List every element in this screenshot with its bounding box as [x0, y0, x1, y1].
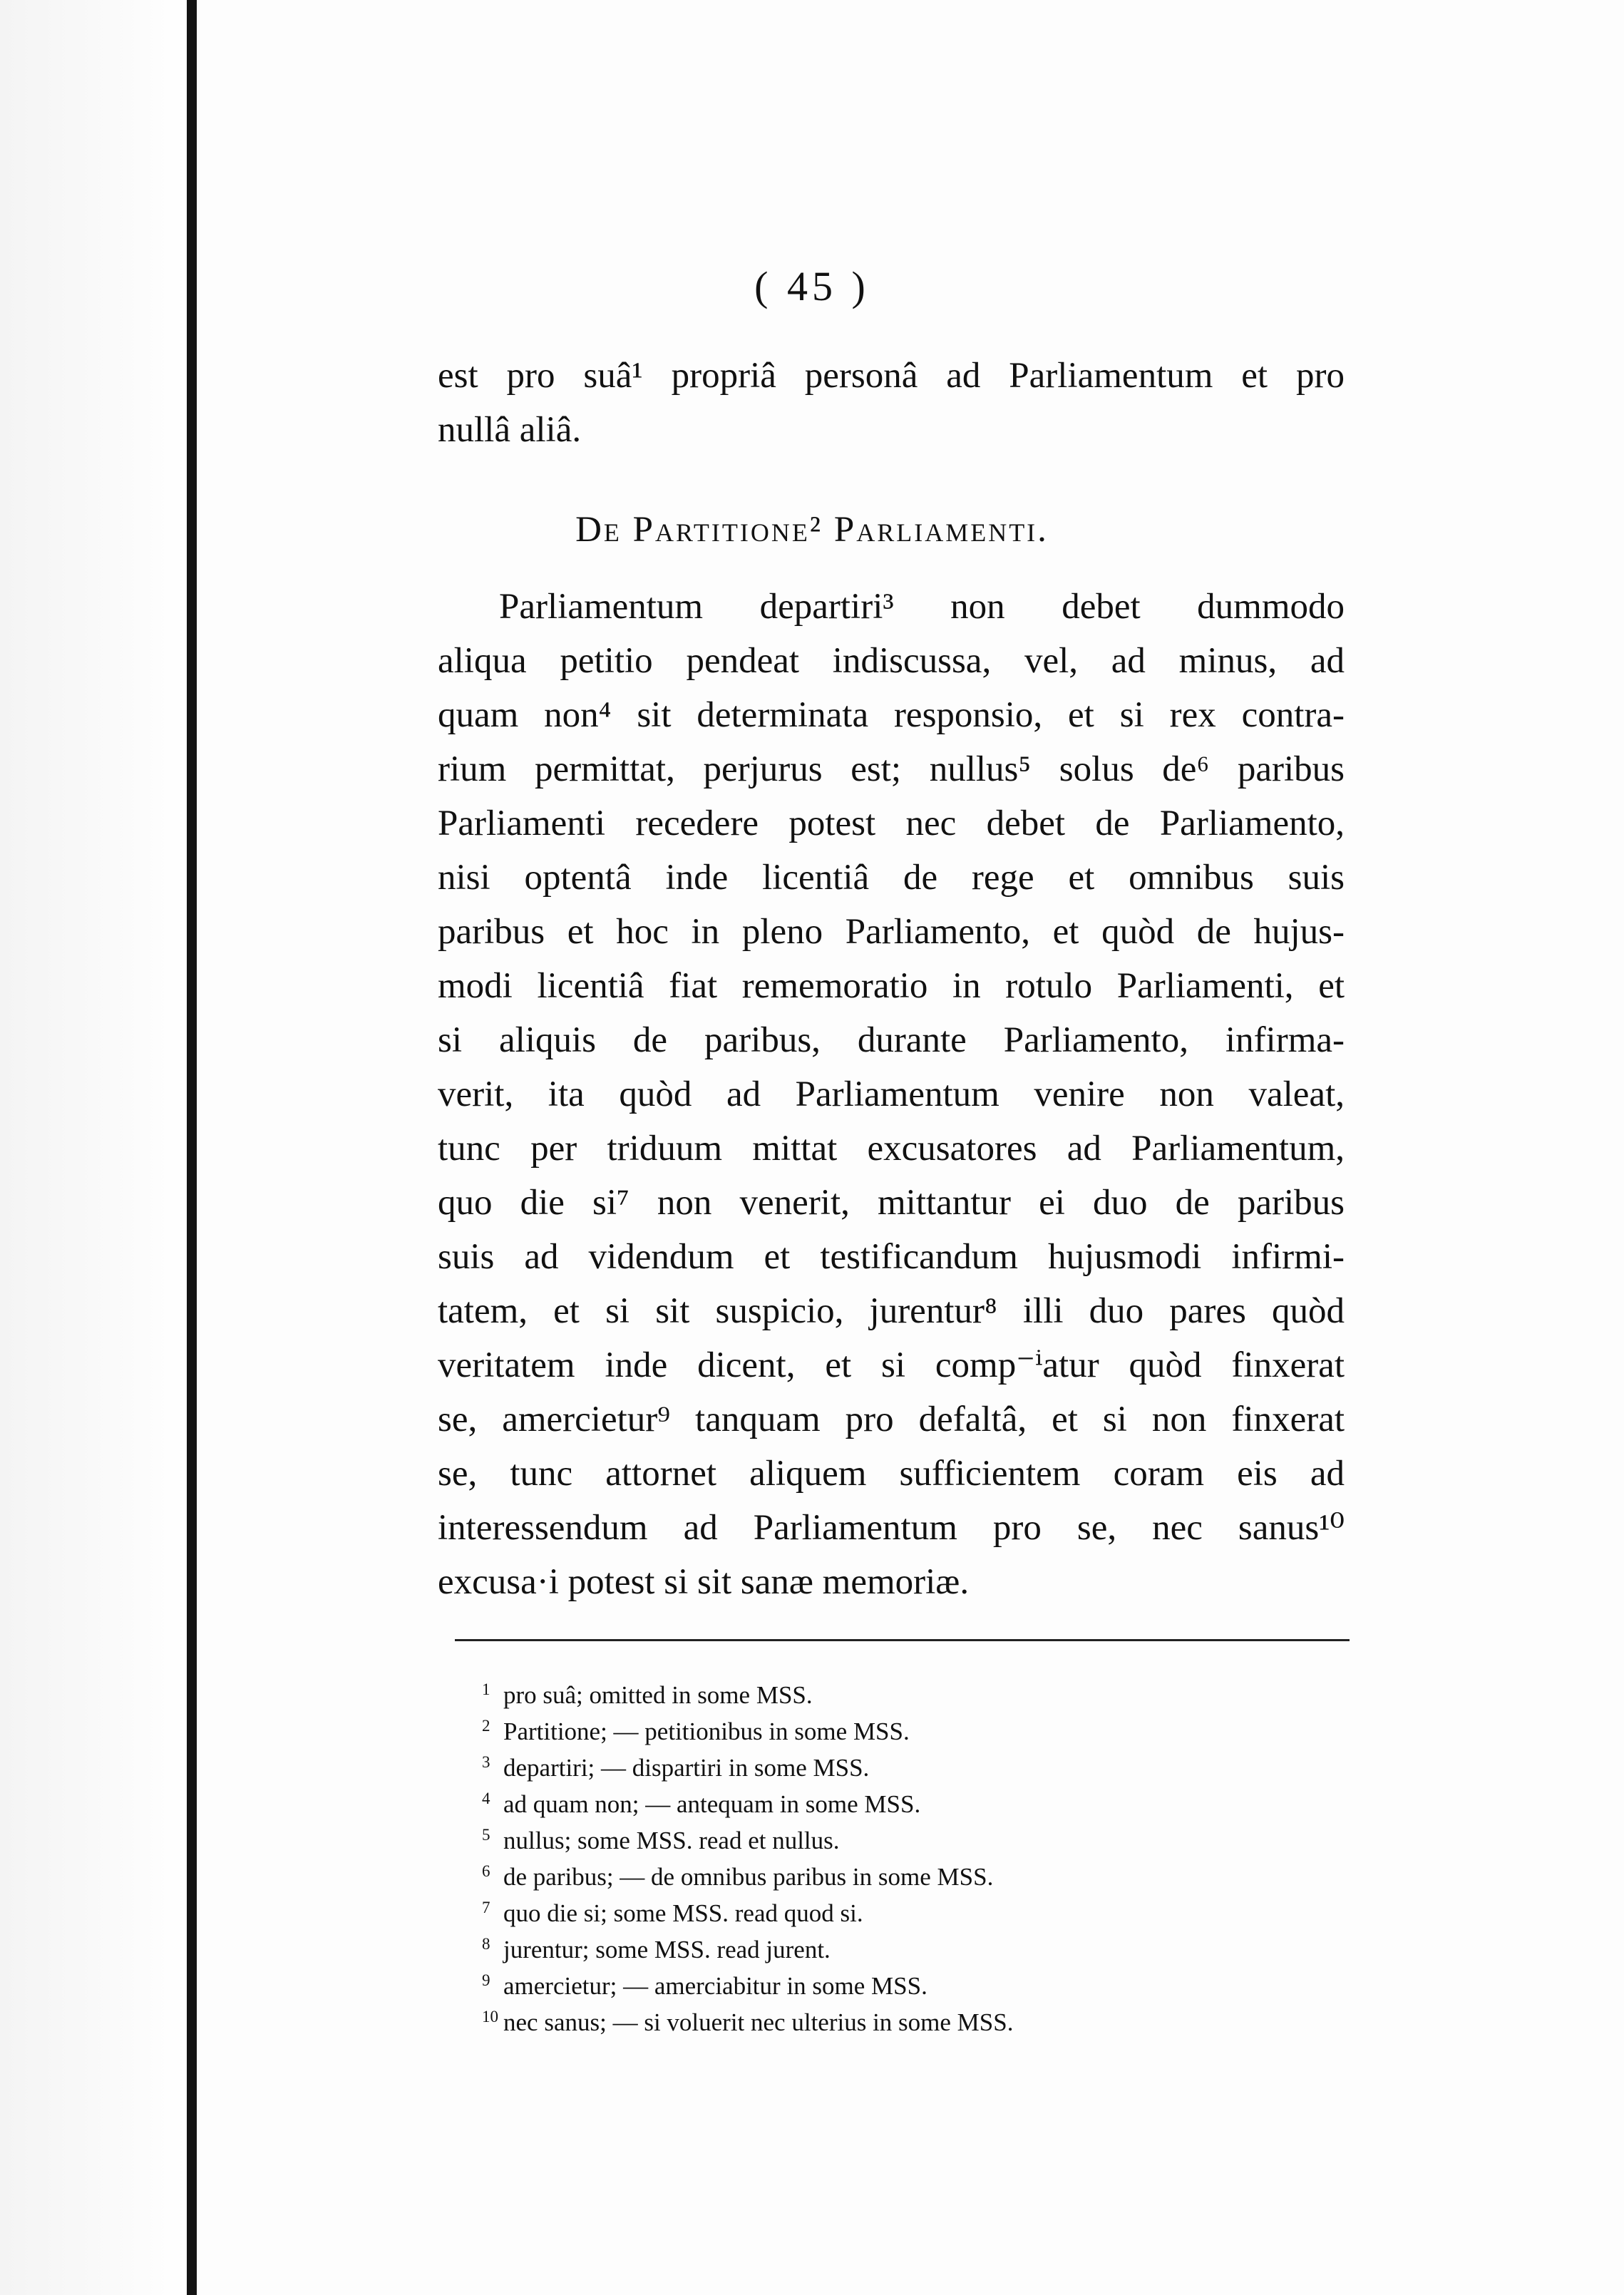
footnote: [482, 1677, 1409, 1713]
page-number: ( 45 ): [754, 263, 870, 309]
footnote-text: pro suâ; omitted in some MSS.: [503, 1681, 813, 1709]
body-line: se, tunc attornet aliquem sufficientem coram eis ad: [438, 1454, 1345, 1494]
footnote: [482, 2004, 1409, 2040]
footnote: [482, 1750, 1409, 1786]
body-line: Parliamenti recedere potest nec debet de Parliamento,: [438, 803, 1345, 843]
footnote: [482, 1822, 1409, 1859]
intro-paragraph: [438, 349, 1345, 457]
footnote-text: jurentur; some MSS. read jurent.: [503, 1936, 831, 1963]
footnote-number: 8: [482, 1935, 490, 1953]
body-line: veritatem inde dicent, et si comp⁻ⁱatur quòd finxerat: [438, 1345, 1345, 1385]
body-line: nisi optentâ inde licentiâ de rege et omnibus suis: [438, 858, 1345, 898]
footnote-text: nullus; some MSS. read et nullus.: [503, 1827, 840, 1854]
body-paragraph: [438, 580, 1345, 1609]
intro-line: est pro suâ¹ propriâ personâ ad Parliamentum et pro: [438, 356, 1345, 396]
footnote: [482, 1931, 1409, 1968]
footnote-text: ad quam non; — antequam in some MSS.: [503, 1790, 921, 1818]
body-line: tunc per triduum mittat excusatores ad Parliamentum,: [438, 1129, 1345, 1169]
footnote-divider: [455, 1639, 1350, 1641]
body-line: quo die si⁷ non venerit, mittantur ei duo de paribus: [438, 1183, 1345, 1223]
body-line: se, amercietur⁹ tanquam pro defaltâ, et si non finxerat: [438, 1400, 1345, 1439]
body-line: aliqua petitio pendeat indiscussa, vel, ad minus, ad: [438, 641, 1345, 681]
body-line: paribus et hoc in pleno Parliamento, et quòd de hujus-: [438, 912, 1345, 952]
footnote: [482, 1713, 1409, 1750]
body-line: interessendum ad Parliamentum pro se, nec sanus¹⁰: [438, 1508, 1345, 1548]
footnote-number: 6: [482, 1862, 490, 1880]
footnote-number: 9: [482, 1971, 490, 1989]
footnote: [482, 1895, 1409, 1931]
intro-line: nullâ aliâ.: [438, 410, 582, 450]
footnote-text: de paribus; — de omnibus paribus in some MSS.: [503, 1863, 994, 1891]
body-line: quam non⁴ sit determinata responsio, et si rex contra-: [438, 695, 1345, 735]
footnote-number: 1: [482, 1680, 490, 1698]
body-line: suis ad videndum et testificandum hujusmodi infirmi-: [438, 1237, 1345, 1277]
footnote: [482, 1968, 1409, 2004]
footnote-text: departiri; — dispartiri in some MSS.: [503, 1754, 870, 1782]
footnote-text: nec sanus; — si voluerit nec ulterius in some MSS.: [503, 2008, 1014, 2036]
footnote-number: 2: [482, 1717, 490, 1735]
footnote-text: quo die si; some MSS. read quod si.: [503, 1899, 863, 1927]
footnote: [482, 1786, 1409, 1822]
body-line: Parliamentum departiri³ non debet dummodo: [499, 587, 1345, 627]
page-margin-shadow: [0, 0, 187, 2295]
binding-edge-line: [187, 0, 197, 2295]
footnote: [482, 1859, 1409, 1895]
body-line: verit, ita quòd ad Parliamentum venire non valeat,: [438, 1074, 1345, 1114]
footnote-number: 3: [482, 1753, 490, 1771]
body-line: tatem, et si sit suspicio, jurentur⁸ illi duo pares quòd: [438, 1291, 1345, 1331]
footnote-number: 4: [482, 1790, 490, 1807]
footnote-number: 5: [482, 1826, 490, 1844]
footnote-number: 7: [482, 1899, 490, 1916]
body-line: si aliquis de paribus, durante Parliamento, infirma-: [438, 1020, 1345, 1060]
body-line: modi licentiâ fiat rememoratio in rotulo Parliamenti, et: [438, 966, 1345, 1006]
footnote-text: amercietur; — amerciabitur in some MSS.: [503, 1972, 927, 2000]
footnote-number: 10: [482, 2008, 498, 2026]
section-heading: De Partitione² Parliamenti.: [575, 510, 1049, 550]
footnote-text: Partitione; — petitionibus in some MSS.: [503, 1718, 910, 1745]
body-line: excusa·i potest si sit sanæ memoriæ.: [438, 1562, 970, 1602]
body-line: rium permittat, perjurus est; nullus⁵ solus de⁶ paribus: [438, 749, 1345, 789]
footnotes: [482, 1677, 1409, 2040]
